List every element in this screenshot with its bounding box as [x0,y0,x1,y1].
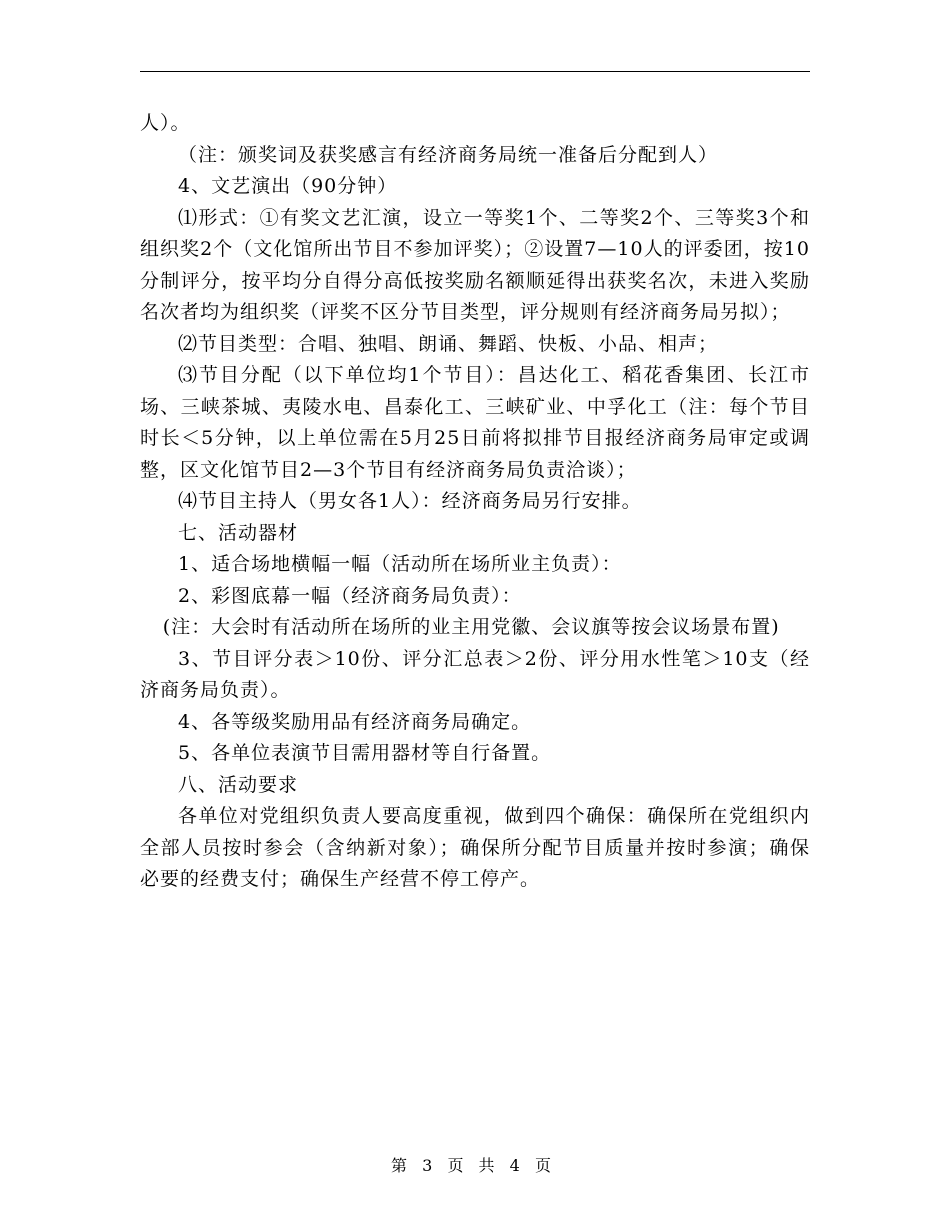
paragraph-award-note: （注：颁奖词及获奖感言有经济商务局统一准备后分配到人） [178,143,719,166]
footer-current-page: 3 [422,1156,435,1175]
paragraph-requirements: 各单位对党组织负责人要高度重视，做到四个确保：确保所在党组织内全部人员按时参会（含纳新对象）；确保所分配节目质量并按时参演；确保必要的经费支付；确保生产经营不停工停产。 [140,805,810,890]
paragraph-backdrop: 2、彩图底幕一幅（经济商务局负责）： [178,584,522,607]
paragraph-award-items: 4、各等级奖励用品有经济商务局确定。 [178,710,532,733]
paragraph-continuation: 人）。 [140,112,191,134]
section-heading-equipment: 七、活动器材 [178,521,299,544]
footer-prefix: 第 [391,1156,410,1175]
paragraph-program-types: ⑵节目类型：合唱、独唱、朗诵、舞蹈、快板、小品、相声； [178,332,719,355]
paragraph-host: ⑷节目主持人（男女各1人）：经济商务局另行安排。 [178,490,642,512]
paragraph-venue-note: (注：大会时有活动所在场所的业主用党徽、会议旗等按会议场景布置) [162,616,780,638]
paragraph-program-allocation: ⑶节目分配（以下单位均1个节目）：昌达化工、稻花香集团、长江市场、三峡茶城、夷陵水电、昌泰化工、三峡矿业、中孚化工（注：每个节目时长＜5分钟，以上单位需在5月25日前将拟排节目报经济商务局审定或调整，区文化馆节目2—3个节目有经济商务局负责洽谈）； [140,364,810,481]
paragraph-performance-heading: 4、文艺演出（90分钟） [178,175,398,197]
paragraph-banner: 1、适合场地横幅一幅（活动所在场所业主负责）： [178,553,622,575]
section-heading-requirements: 八、活动要求 [178,773,299,796]
footer-total-pages: 4 [509,1156,522,1175]
footer-total-word: 共 [478,1156,497,1175]
document-body [140,108,810,896]
page-footer [0,1153,950,1176]
footer-page-word: 页 [447,1156,466,1175]
paragraph-score-sheets: 3、节目评分表＞10份、评分汇总表＞2份、评分用水性笔＞10支（经济商务局负责）。 [140,647,810,701]
footer-suffix: 页 [534,1156,553,1175]
paragraph-performance-format: ⑴形式：①有奖文艺汇演，设立一等奖1个、二等奖2个、三等奖3个和组织奖2个（文化馆所出节目不参加评奖）；②设置7—10人的评委团，按10分制评分，按平均分自得分高低按奖励名额顺延得出获奖名次，未进入奖励名次者均为组织奖（评奖不区分节目类型，评分规则有经济商务局另拟）； [140,206,810,323]
paragraph-self-equipment: 5、各单位表演节目需用器材等自行备置。 [178,742,552,764]
header-rule [140,71,810,72]
